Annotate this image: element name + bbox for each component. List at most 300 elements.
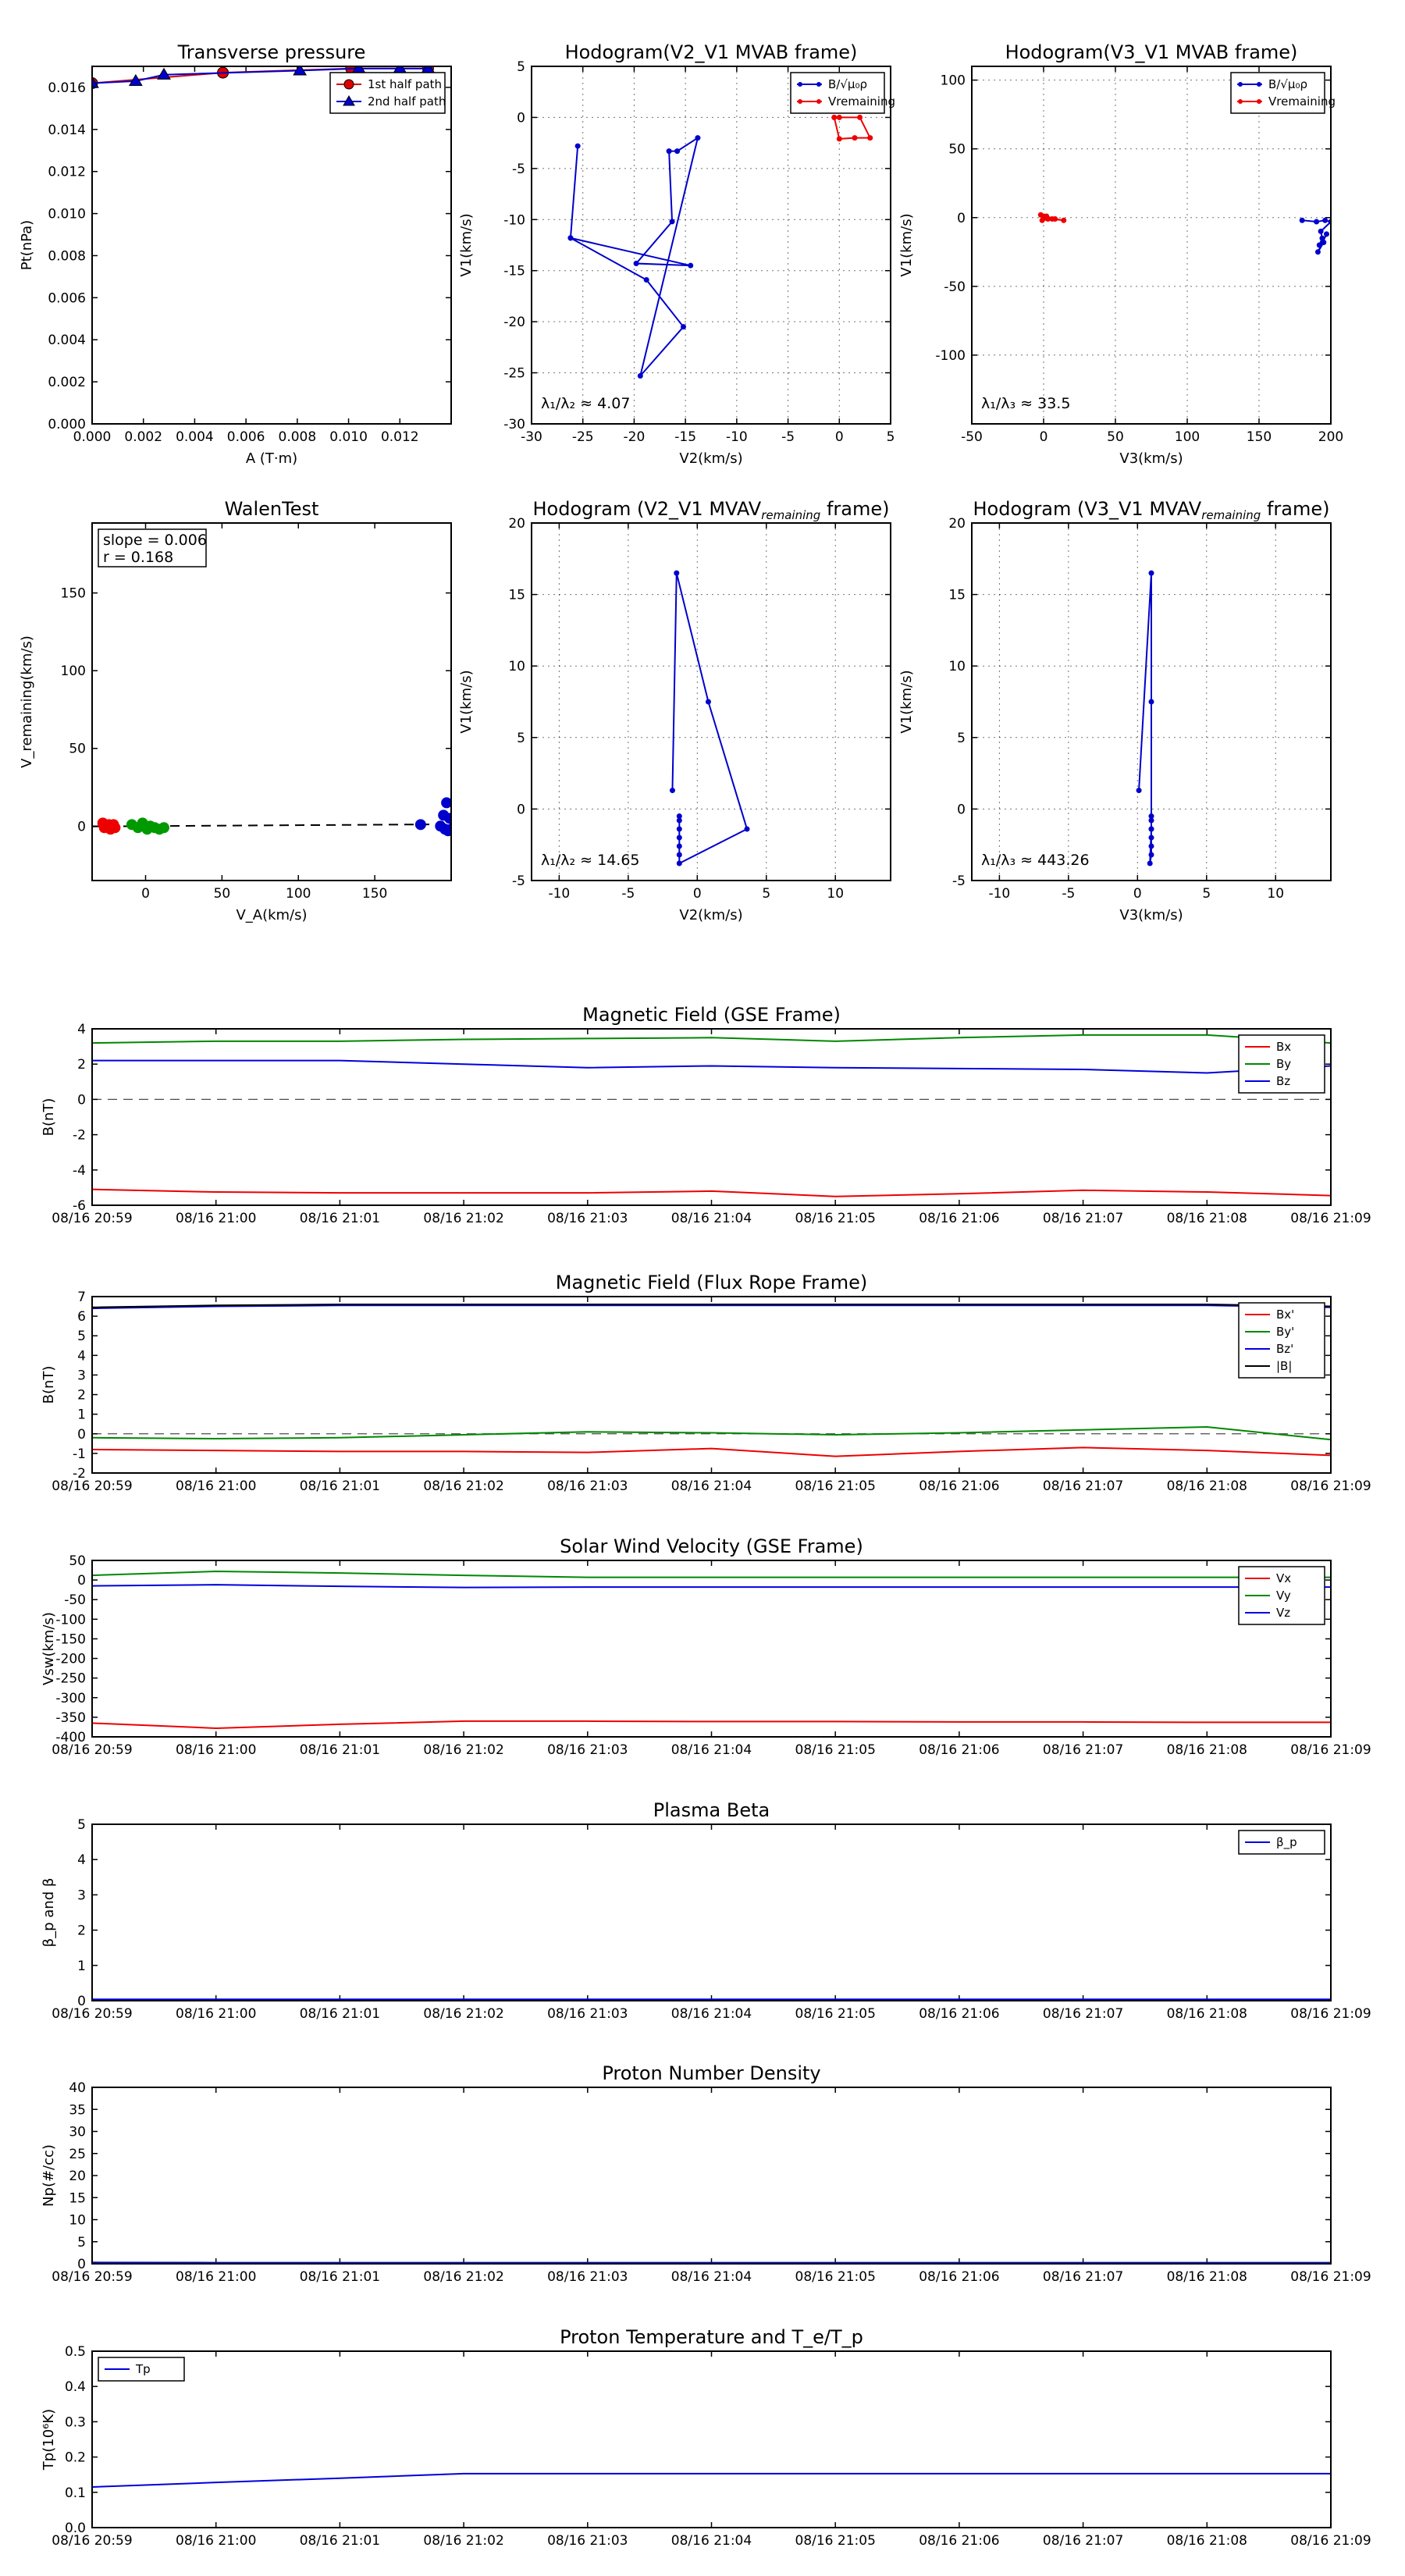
y-tick-label: 0: [957, 802, 966, 818]
x-tick-label: 08/16 21:09: [1290, 1742, 1371, 1758]
x-tick-label: 08/16 21:00: [176, 2533, 257, 2549]
plot-area: [670, 571, 750, 866]
plot-frame: [92, 2351, 1331, 2528]
series-bx--line: [92, 1447, 1331, 1456]
x-tick-label: 0.004: [176, 429, 214, 445]
x-tick-label: 08/16 21:06: [919, 2006, 1000, 2022]
x-tick-label: 08/16 21:05: [795, 2269, 876, 2285]
title-subscript: remaining: [761, 508, 821, 522]
legend-label: B/√μ₀ρ: [828, 77, 867, 91]
series-0-point: [670, 788, 675, 793]
annotation-text: λ₁/λ₃ ≈ 443.26: [981, 852, 1090, 869]
x-tick-label: 150: [1246, 429, 1272, 445]
chart-title: Plasma Beta: [653, 1799, 770, 1821]
x-tick-label: 08/16 21:06: [919, 1478, 1000, 1494]
x-tick-label: 0: [692, 886, 702, 902]
annotation-line: slope = 0.006: [103, 532, 207, 549]
series-vremaining-point: [1061, 218, 1066, 223]
x-tick-label: 08/16 21:07: [1042, 2533, 1124, 2549]
y-tick-label: 0: [957, 210, 966, 226]
series-0-point: [706, 699, 711, 705]
plot-frame: [532, 523, 891, 881]
x-tick-label: 08/16 21:00: [176, 2269, 257, 2285]
x-tick-label: 08/16 21:07: [1042, 2269, 1124, 2285]
series-b--point: [1322, 218, 1328, 223]
y-tick-label: 2: [77, 1057, 86, 1073]
x-tick-label: 08/16 21:02: [423, 1478, 504, 1494]
y-tick-label: 50: [69, 1553, 86, 1569]
y-tick-label: 0.4: [64, 2379, 86, 2396]
plot-area: [1038, 212, 1334, 255]
x-tick-label: -5: [781, 429, 795, 445]
x-tick-label: 50: [213, 886, 231, 902]
y-tick-label: 150: [60, 585, 86, 602]
x-tick-label: 08/16 21:00: [176, 1742, 257, 1758]
series-0-point: [1149, 852, 1154, 858]
series-b--point: [634, 261, 639, 266]
x-tick-label: -5: [1062, 886, 1076, 902]
plot-frame: [972, 66, 1331, 424]
x-tick-label: 08/16 21:03: [547, 1478, 628, 1494]
plot-frame: [92, 1824, 1331, 2001]
series-vremaining-point: [837, 136, 842, 141]
chart-panel-0: [19, 41, 451, 467]
chart-panel-7: [41, 1272, 1371, 1494]
x-tick-label: 08/16 21:02: [423, 2533, 504, 2549]
x-tick-label: 08/16 20:59: [52, 2006, 133, 2022]
x-tick-label: 0: [141, 886, 150, 902]
y-axis-label: V_remaining(km/s): [19, 635, 35, 768]
series-0-point: [677, 861, 682, 866]
x-tick-label: -5: [621, 886, 635, 902]
chart-title: WalenTest: [224, 498, 319, 520]
legend-marker: [798, 82, 802, 87]
chart-title: Hodogram(V3_V1 MVAB frame): [1005, 41, 1298, 63]
annotation-text: λ₁/λ₂ ≈ 4.07: [541, 395, 631, 412]
series-0-point: [1149, 571, 1154, 576]
x-tick-label: 08/16 21:09: [1290, 2006, 1371, 2022]
x-tick-label: 5: [886, 429, 895, 445]
x-axis-label: V_A(km/s): [236, 907, 308, 923]
y-tick-label: 40: [69, 2080, 86, 2096]
series-2nd-half-path-point: [158, 69, 170, 80]
series-b--point: [1300, 218, 1305, 223]
x-tick-label: 5: [1202, 886, 1211, 902]
x-tick-label: 08/16 21:05: [795, 1742, 876, 1758]
y-tick-label: 0.002: [48, 375, 86, 391]
chart-title: Proton Number Density: [602, 2062, 821, 2084]
y-tick-label: 15: [948, 587, 966, 603]
y-tick-label: 0.5: [64, 2344, 86, 2360]
legend-label: Vremaining: [1268, 94, 1336, 109]
series-0-point: [1149, 844, 1154, 849]
annotation-text: λ₁/λ₃ ≈ 33.5: [981, 395, 1071, 412]
y-tick-label: 5: [77, 2234, 86, 2250]
x-tick-label: 08/16 21:01: [299, 2533, 381, 2549]
series-0-point: [677, 835, 682, 841]
series-bz--line: [92, 1305, 1331, 1308]
x-tick-label: 08/16 20:59: [52, 1211, 133, 1226]
y-tick-label: -200: [55, 1651, 86, 1667]
y-tick-label: 3: [77, 1888, 86, 1904]
x-axis-label: V2(km/s): [679, 907, 743, 923]
title-part: Hodogram (V3_V1 MVAV: [973, 498, 1202, 520]
y-tick-label: 100: [940, 73, 966, 89]
x-tick-label: 150: [361, 886, 388, 902]
x-tick-label: 08/16 21:03: [547, 1742, 628, 1758]
y-tick-label: 20: [508, 516, 525, 532]
chart-panel-4: [458, 498, 891, 923]
x-tick-label: 5: [762, 886, 771, 902]
y-axis-label: V1(km/s): [898, 670, 915, 734]
x-tick-label: 0: [1133, 886, 1142, 902]
series-vz-line: [92, 1585, 1331, 1588]
y-tick-label: 2: [77, 1923, 86, 1939]
x-tick-label: -20: [623, 429, 646, 445]
plot-area: [92, 2474, 1331, 2487]
series-vremaining-point: [1050, 216, 1055, 222]
chart-title: [973, 498, 1330, 522]
series-b--point: [695, 135, 700, 141]
y-tick-label: 7: [77, 1290, 86, 1305]
y-tick-label: -20: [503, 315, 525, 331]
series-0-point: [1147, 861, 1153, 866]
x-tick-label: 0.012: [380, 429, 419, 445]
legend-marker: [344, 80, 354, 89]
plot-area: [1136, 571, 1154, 866]
y-tick-label: -5: [512, 873, 525, 889]
series-0-point: [1149, 699, 1154, 705]
y-axis-label: Pt(nPa): [19, 219, 35, 271]
legend-label: By': [1276, 1325, 1295, 1339]
x-axis-label: V3(km/s): [1119, 450, 1183, 467]
x-tick-label: 08/16 21:03: [547, 2533, 628, 2549]
series-vremaining-point: [1041, 214, 1047, 219]
legend-label: Bz: [1276, 1074, 1291, 1088]
x-tick-label: 08/16 21:01: [299, 1211, 381, 1226]
legend-label: 2nd half path: [368, 94, 446, 109]
y-tick-label: 10: [69, 2212, 86, 2229]
y-axis-label: V1(km/s): [898, 213, 915, 277]
series-vremaining-point: [831, 115, 837, 120]
x-tick-label: 08/16 21:02: [423, 1742, 504, 1758]
legend-label: Vx: [1276, 1571, 1292, 1585]
y-axis-label: V1(km/s): [458, 670, 475, 734]
y-tick-label: 5: [77, 1817, 86, 1833]
y-tick-label: 50: [69, 741, 86, 757]
y-tick-label: 50: [948, 141, 966, 158]
x-tick-label: -50: [961, 429, 983, 445]
y-tick-label: 15: [508, 587, 525, 603]
series-0-point: [1149, 835, 1154, 841]
y-tick-label: 3: [77, 1368, 86, 1384]
title-subscript: remaining: [1201, 508, 1261, 522]
x-tick-label: 08/16 21:02: [423, 2006, 504, 2022]
x-tick-label: 08/16 21:05: [795, 1211, 876, 1226]
chart-title: Proton Temperature and T_e/T_p: [560, 2326, 863, 2348]
series-0-point: [1136, 788, 1142, 793]
x-tick-label: 0.002: [124, 429, 163, 445]
plot-frame: [92, 1297, 1331, 1473]
legend-label: β_p: [1276, 1835, 1297, 1849]
x-tick-label: 08/16 21:04: [670, 2269, 752, 2285]
x-tick-label: 08/16 21:05: [795, 2533, 876, 2549]
y-tick-label: 5: [77, 1329, 86, 1345]
chart-panel-2: [898, 41, 1343, 467]
y-tick-label: 0: [77, 819, 86, 835]
chart-title: [533, 498, 890, 522]
y-tick-label: 10: [508, 659, 525, 675]
series-by-line: [92, 1035, 1331, 1043]
x-tick-label: 08/16 21:07: [1042, 1478, 1124, 1494]
x-tick-label: 100: [286, 886, 311, 902]
legend-label: Bx': [1276, 1308, 1295, 1322]
y-axis-label: Tp(10⁶K): [41, 2408, 57, 2471]
x-tick-label: 0.008: [278, 429, 317, 445]
legend-marker: [1238, 99, 1243, 104]
x-axis-label: V3(km/s): [1119, 907, 1183, 923]
series-b--point: [681, 324, 686, 329]
y-tick-label: 0.008: [48, 248, 86, 265]
y-tick-label: -5: [952, 873, 966, 889]
legend-label: By: [1276, 1057, 1292, 1071]
x-tick-label: 08/16 21:08: [1166, 2006, 1247, 2022]
legend-marker: [816, 99, 821, 104]
x-tick-label: 08/16 21:04: [670, 2006, 752, 2022]
title-part: Hodogram (V2_V1 MVAV: [532, 498, 762, 520]
y-tick-label: -15: [503, 263, 525, 279]
x-tick-label: 08/16 21:07: [1042, 2006, 1124, 2022]
series-b--point: [644, 277, 649, 283]
chart-panel-6: [41, 1004, 1371, 1226]
x-tick-label: 0.010: [329, 429, 368, 445]
x-tick-label: 08/16 21:03: [547, 2269, 628, 2285]
series-b--point: [575, 144, 581, 149]
legend-marker: [1257, 99, 1261, 104]
y-tick-label: 0.012: [48, 164, 86, 180]
x-axis-label: A (T·m): [245, 450, 298, 467]
y-tick-label: 0.0: [64, 2521, 86, 2536]
y-axis-label: Vsw(km/s): [41, 1612, 57, 1685]
x-tick-label: 08/16 21:08: [1166, 1742, 1247, 1758]
x-tick-label: 08/16 21:03: [547, 2006, 628, 2022]
plot-area: [567, 115, 873, 379]
chart-panel-5: [898, 498, 1331, 923]
y-tick-label: 15: [69, 2190, 86, 2207]
y-tick-label: 20: [948, 516, 966, 532]
series-b--point: [1315, 249, 1321, 254]
y-tick-label: 35: [69, 2102, 86, 2119]
legend-label: 1st half path: [368, 77, 443, 91]
legend-label: Tp: [136, 2362, 151, 2376]
series-vremaining-point: [857, 115, 863, 120]
y-tick-label: 0.000: [48, 417, 86, 432]
y-tick-label: -50: [944, 279, 966, 295]
y-tick-label: 20: [69, 2169, 86, 2184]
plot-area: [92, 1035, 1331, 1197]
y-tick-label: 0.006: [48, 290, 86, 307]
y-tick-label: 0.004: [48, 333, 86, 349]
chart-title: Hodogram(V2_V1 MVAB frame): [564, 41, 858, 63]
y-tick-label: -400: [55, 1730, 86, 1745]
y-tick-label: 100: [60, 664, 86, 680]
y-tick-label: -10: [503, 212, 525, 229]
plot-frame: [92, 66, 451, 424]
y-tick-label: -350: [55, 1710, 86, 1726]
chart-panel-3: [19, 498, 457, 923]
x-tick-label: -15: [674, 429, 697, 445]
chart-title: Magnetic Field (Flux Rope Frame): [555, 1272, 868, 1293]
x-tick-label: 08/16 21:01: [299, 2269, 381, 2285]
y-tick-label: 0.014: [48, 122, 86, 138]
y-tick-label: 0.1: [64, 2485, 86, 2501]
plot-frame: [532, 66, 891, 424]
series-bx-line: [92, 1190, 1331, 1197]
y-tick-label: -4: [73, 1162, 86, 1179]
legend-marker: [798, 99, 802, 104]
chart-panel-11: [41, 2326, 1371, 2549]
y-tick-label: -250: [55, 1670, 86, 1687]
y-tick-label: 0: [77, 1092, 86, 1108]
x-tick-label: 08/16 21:06: [919, 2533, 1000, 2549]
y-tick-label: 0: [517, 802, 525, 818]
legend-label: Bz': [1276, 1342, 1294, 1356]
series-0-point: [109, 822, 120, 833]
x-tick-label: 08/16 21:01: [299, 1742, 381, 1758]
title-part: frame): [820, 498, 890, 520]
x-tick-label: 08/16 21:07: [1042, 1211, 1124, 1226]
y-tick-label: 2: [77, 1387, 86, 1404]
x-tick-label: 08/16 21:07: [1042, 1742, 1124, 1758]
y-tick-label: 0.2: [64, 2450, 86, 2466]
legend-label: B/√μ₀ρ: [1268, 77, 1307, 91]
x-tick-label: 08/16 21:06: [919, 1742, 1000, 1758]
y-tick-label: -100: [935, 347, 966, 364]
annotation-text: λ₁/λ₂ ≈ 14.65: [541, 852, 640, 869]
series-b--point: [688, 263, 693, 269]
x-tick-label: 08/16 21:04: [670, 1211, 752, 1226]
annotation-line: r = 0.168: [103, 549, 174, 566]
x-tick-label: 0.000: [73, 429, 112, 445]
y-tick-label: 5: [957, 730, 966, 746]
y-tick-label: 25: [69, 2146, 86, 2162]
y-axis-label: B(nT): [41, 1098, 57, 1137]
x-tick-label: 08/16 20:59: [52, 1478, 133, 1494]
x-tick-label: 0: [834, 429, 844, 445]
x-tick-label: -25: [571, 429, 594, 445]
y-tick-label: 10: [948, 659, 966, 675]
legend-label: Bx: [1276, 1040, 1292, 1054]
y-tick-label: -150: [55, 1631, 86, 1648]
series-0-point: [677, 813, 682, 819]
y-tick-label: 6: [77, 1309, 86, 1325]
x-tick-label: 50: [1107, 429, 1124, 445]
x-tick-label: 08/16 21:01: [299, 2006, 381, 2022]
chart-panel-8: [41, 1535, 1371, 1758]
x-tick-label: -10: [548, 886, 571, 902]
y-tick-label: 0: [77, 2257, 86, 2272]
chart-title: Solar Wind Velocity (GSE Frame): [560, 1535, 863, 1557]
plot-area: [92, 1571, 1331, 1728]
y-axis-label: Np(#/cc): [41, 2144, 57, 2207]
series-0-point: [677, 852, 682, 858]
series-0-point: [745, 827, 750, 832]
plot-frame: [92, 1029, 1331, 1205]
x-tick-label: 08/16 21:04: [670, 1478, 752, 1494]
x-tick-label: 0: [1039, 429, 1048, 445]
x-tick-label: 08/16 21:01: [299, 1478, 381, 1494]
series-0-point: [1149, 827, 1154, 832]
legend-label: |B|: [1276, 1359, 1293, 1373]
series-b--point: [674, 148, 680, 154]
series-b--point: [667, 148, 672, 154]
x-tick-label: 08/16 21:08: [1166, 2269, 1247, 2285]
x-tick-label: 08/16 21:00: [176, 2006, 257, 2022]
x-tick-label: 08/16 21:06: [919, 2269, 1000, 2285]
x-tick-label: 08/16 21:08: [1166, 1478, 1247, 1494]
x-tick-label: 08/16 21:04: [670, 2533, 752, 2549]
title-part: frame): [1261, 498, 1330, 520]
y-tick-label: -2: [73, 1466, 86, 1482]
chart-panel-10: [41, 2062, 1371, 2285]
y-tick-label: 4: [77, 1022, 86, 1037]
y-tick-label: 1: [77, 1958, 86, 1974]
series-2nd-half-path-point: [393, 62, 406, 73]
x-tick-label: 08/16 20:59: [52, 1742, 133, 1758]
chart-panel-1: [458, 41, 895, 467]
x-tick-label: 200: [1318, 429, 1344, 445]
y-tick-label: -30: [503, 417, 525, 432]
y-tick-label: 0.010: [48, 206, 86, 222]
x-tick-label: 10: [1267, 886, 1285, 902]
series-vremaining-point: [867, 135, 873, 141]
series-0-point: [677, 827, 682, 832]
y-tick-label: 30: [69, 2124, 86, 2140]
x-tick-label: 08/16 21:03: [547, 1211, 628, 1226]
series-vremaining-point: [852, 135, 858, 141]
series-b--point: [567, 235, 573, 240]
legend-label: Vy: [1276, 1589, 1291, 1603]
series-b--point: [1321, 240, 1326, 245]
y-tick-label: 0.3: [64, 2414, 86, 2431]
y-axis-label: β_p and β: [41, 1877, 57, 1948]
x-tick-label: 10: [827, 886, 845, 902]
legend-label: Vremaining: [828, 94, 896, 109]
x-axis-label: V2(km/s): [679, 450, 743, 467]
plot-area: [92, 797, 457, 836]
legend-marker: [816, 82, 821, 87]
y-axis-label: V1(km/s): [458, 213, 475, 277]
series-b--point: [1324, 231, 1329, 237]
series-vx-line: [92, 1721, 1331, 1728]
x-tick-label: 08/16 21:09: [1290, 1478, 1371, 1494]
chart-title: Magnetic Field (GSE Frame): [582, 1004, 841, 1026]
y-tick-label: 1: [77, 1407, 86, 1423]
y-tick-label: 0.016: [48, 80, 86, 96]
series-b--point: [638, 373, 643, 379]
series-2-point: [415, 819, 426, 830]
series-tp-line: [92, 2474, 1331, 2487]
x-tick-label: 08/16 21:02: [423, 1211, 504, 1226]
y-tick-label: -1: [73, 1446, 86, 1462]
series-b--point: [670, 219, 675, 224]
series-vremaining-line: [834, 117, 870, 138]
x-tick-label: 08/16 20:59: [52, 2269, 133, 2285]
y-tick-label: -6: [73, 1198, 86, 1214]
y-tick-label: 4: [77, 1348, 86, 1364]
x-tick-label: -10: [725, 429, 748, 445]
x-tick-label: -10: [988, 886, 1011, 902]
